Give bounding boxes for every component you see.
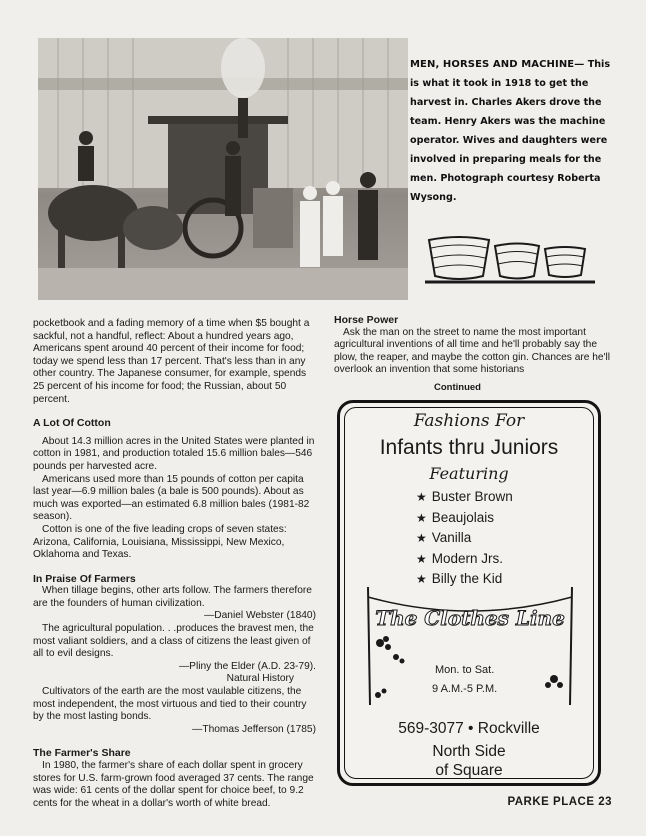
ad-brand-list <box>416 487 513 590</box>
attribution-jefferson: —Thomas Jefferson (1785) <box>192 723 316 735</box>
ad-infants-thru-juniors: Infants thru Juniors <box>379 436 559 459</box>
cotton-paragraph-3: Cotton is one of the five leading crops of seven states: Arizona, California, Louisiana, Mississippi, New Mexico, Oklahoma and Texas. <box>33 523 287 561</box>
cotton-heading: A Lot Of Cotton <box>33 417 111 430</box>
ad-fashions-for: Fashions For <box>413 411 525 431</box>
left-column <box>33 318 316 810</box>
right-column <box>334 314 615 395</box>
ad-hours <box>432 661 497 699</box>
ad-brand-item: ★ Beaujolais <box>416 509 495 525</box>
horse-power-paragraph: Ask the man on the street to name the most important agricultural inventions of all time and he'll probably say the plow, the reaper, and maybe the cotton gin. Chances are he'll overlook an invention that some historians <box>334 326 611 376</box>
ad-brand-item: ★ Buster Brown <box>416 489 513 504</box>
ad-featuring: Featuring <box>429 464 509 483</box>
attribution-webster: —Daniel Webster (1840) <box>204 610 316 622</box>
attribution-pliny-source: Natural History <box>226 673 294 685</box>
quote-webster: When tillage begins, other arts follow. The farmers therefore are the founders of human civilization. <box>33 585 312 609</box>
ad-days: Mon. to Sat. <box>434 664 495 676</box>
cotton-section <box>33 417 316 562</box>
ad-brand-item: ★ Billy the Kid <box>416 571 503 586</box>
attribution-pliny: —Pliny the Elder (A.D. 23-79). <box>178 660 316 672</box>
star-icon: ★ <box>416 551 427 566</box>
quote-jefferson: Cultivators of the earth are the most vaulable citizens, the most independent, the most virtuous and tied to their country by the most lasting bonds. <box>33 686 307 723</box>
star-icon: ★ <box>416 490 427 504</box>
praise-section <box>33 573 316 737</box>
quote-pliny: The agricultural population. . .produces the bravest men, the most valiant soldiers, and a class of citizens the least given of all to evil designs. <box>33 623 314 660</box>
ad-brand-item: ★ Vanilla <box>416 530 472 545</box>
svg-text:The Clothes Line: The Clothes Line <box>375 606 565 630</box>
ad-address-line-1: North Side <box>432 743 506 760</box>
ad-time: 9 A.M.-5 P.M. <box>432 683 498 695</box>
share-paragraph: In 1980, the farmer's share of each dollar spent in grocery stores for U.S. farm-grown food averaged 37 cents. The range was wide: 61 cents of the dollar spent for choice beef, to 9.2 cents for the wheat in a dollar's worth of white bread. <box>33 760 314 809</box>
baskets-illustration <box>425 232 595 284</box>
continued-label: Continued <box>434 381 481 393</box>
page-footer: PARKE PLACE 23 <box>507 796 612 808</box>
photo-caption <box>410 55 615 207</box>
praise-heading: In Praise Of Farmers <box>33 572 136 585</box>
ad-address <box>340 742 598 780</box>
ad-brand-item: ★ Modern Jrs. <box>416 550 504 566</box>
caption-body: This is what it took in 1918 to get the harvest in. Charles Akers drove the team. Henry Akers was the machine operator. Wives and daughters were involved in preparing meals for the men. Photograph courtesy Roberta Wysong. <box>410 59 611 203</box>
share-heading: The Farmer's Share <box>33 747 131 760</box>
share-section <box>33 747 316 810</box>
star-icon: ★ <box>416 531 427 545</box>
star-icon: ★ <box>416 510 427 525</box>
ad-address-line-2: of Square <box>435 762 503 779</box>
harvest-photograph <box>38 38 408 300</box>
horse-power-heading: Horse Power <box>334 314 399 326</box>
intro-paragraph: pocketbook and a fading memory of a time when $5 bought a sackful, not a handful, reflect: About a hundred years ago, Americans spent around 40 percent of their income for food; today we spend less than 17 percent. That's less than in any other country. The Japanese consumer, for example, spends 25 percent of his income for food; the Russian, about 50 percent. <box>33 318 310 405</box>
harvest-photo-illustration <box>38 38 408 300</box>
cotton-paragraph-2: Americans used more than 15 pounds of cotton per capita last year—6.9 million bales (a bale is 500 pounds). About as much was exported—an estimated 6.8 million bales (1981-82 season). <box>33 473 310 523</box>
cotton-paragraph-1: About 14.3 million acres in the United States were planted in cotton in 1981, and production totaled 15.6 million bales—546 pounds per harvested acre. <box>33 435 315 472</box>
clothes-line-advertisement <box>337 400 601 786</box>
caption-title: MEN, HORSES AND MACHINE— <box>410 59 585 70</box>
ad-phone: 569-3077 • Rockville <box>398 720 540 737</box>
star-icon: ★ <box>416 572 427 586</box>
